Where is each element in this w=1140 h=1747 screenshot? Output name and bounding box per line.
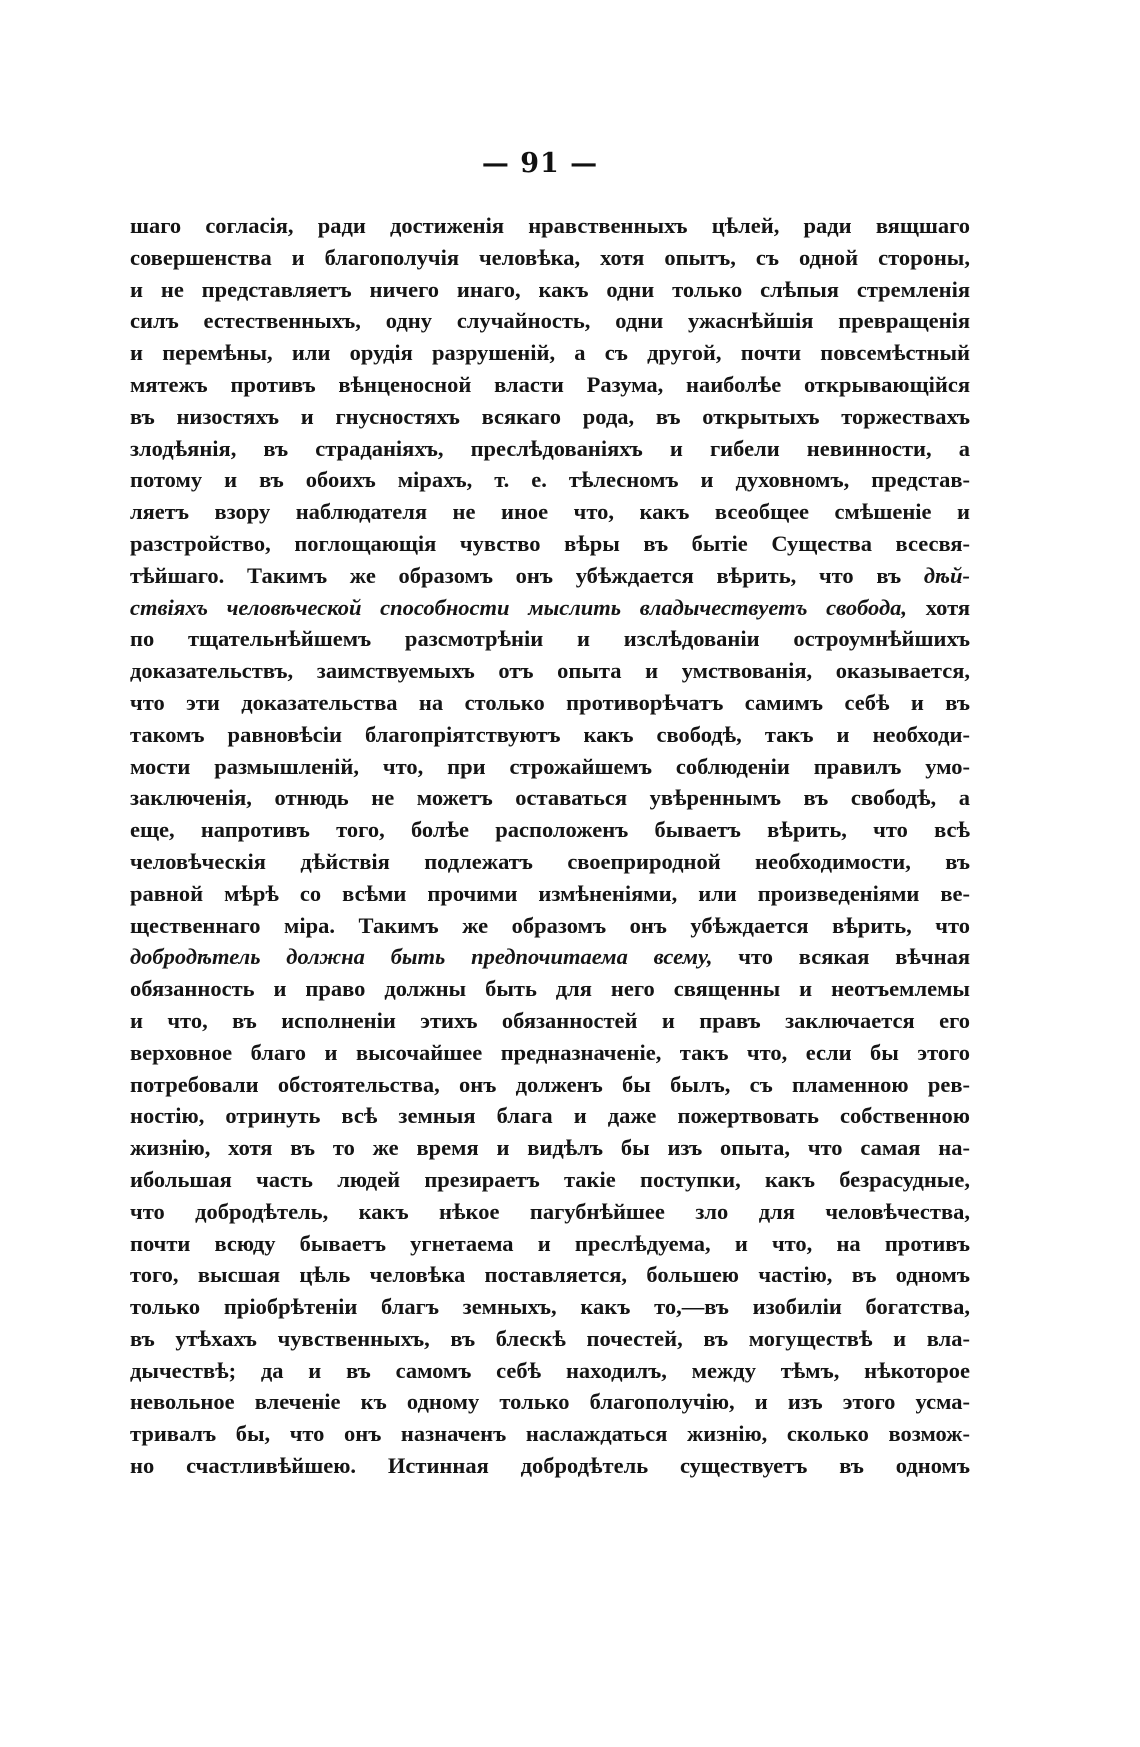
text-line: того, высшая цѣль человѣка поставляется, большею частію, въ одномъ [130,1262,970,1288]
text-line: ностію, отринуть всѣ земныя блага и даже пожертвовать собственною [130,1103,970,1129]
text-line-tail: хотя [925,594,970,620]
italic-emphasis: ствіяхъ человѣческой способности мыслить владычествуетъ свобода, [130,594,908,620]
text-line: въ утѣхахъ чувственныхъ, въ блескѣ почестей, въ могуществѣ и вла- [130,1325,970,1351]
text-line: тривалъ бы, что онъ назначенъ наслаждаться жизнію, сколько возмож- [130,1421,970,1447]
text-line: совершенства и благополучія человѣка, хотя опытъ, съ одной стороны, [130,244,970,270]
text-line: что добродѣтель, какъ нѣкое пагубнѣйшее зло для человѣчества, [130,1198,970,1224]
text-line: силъ естественныхъ, одну случайность, одни ужаснѣйшія превращенія [130,308,970,334]
text-line: что эти доказательства на столько противорѣчатъ самимъ себѣ и въ [130,689,970,715]
text-line: ибольшая часть людей презираетъ такіе поступки, какъ безрасудные, [130,1166,970,1192]
text-line: почти всюду бываетъ угнетаема и преслѣдуема, и что, на противъ [130,1230,970,1256]
text-line: ляетъ взору наблюдателя не иное что, какъ всеобщее смѣшеніе и [130,499,970,525]
text-line: и перемѣны, или орудія разрушеній, а съ другой, почти повсемѣстный [130,340,970,366]
text-line: равной мѣрѣ со всѣми прочими измѣненіями, или произведеніями ве- [130,880,970,906]
text-line: разстройство, поглощающія чувство вѣры въ бытіе Существа всесвя- [130,530,970,556]
italic-emphasis: дѣй- [923,562,971,588]
text-line: невольное влеченіе къ одному только благополучію, и изъ этого усма- [130,1389,970,1415]
text-line: и не представляетъ ничего инаго, какъ одни только слѣпыя стремленія [130,276,970,302]
body-text [130,210,970,1482]
text-line: верховное благо и высочайшее предназначеніе, такъ что, если бы этого [130,1039,970,1065]
text-line: дычествѣ; да и въ самомъ себѣ находилъ, между тѣмъ, нѣкоторое [130,1357,970,1383]
text-line-with-italic [130,592,970,624]
text-line: злодѣянія, въ страданіяхъ, преслѣдованіяхъ и гибели невинности, а [130,435,970,461]
page-number: — 91 — [481,148,599,179]
text-line: такомъ равновѣсіи благопріятствуютъ какъ свободѣ, такъ и необходи- [130,721,970,747]
text-line: потребовали обстоятельства, онъ долженъ бы былъ, съ пламенною рев- [130,1071,970,1097]
text-line: заключенія, отнюдь не можетъ оставаться увѣреннымъ въ свободѣ, а [130,785,970,811]
text-line-with-italic [130,560,970,592]
text-line-tail: что всякая вѣчная [738,944,970,970]
text-line: въ низостяхъ и гнусностяхъ всякаго рода, въ открытыхъ торжествахъ [130,403,970,429]
text-line: мости размышленій, что, при строжайшемъ соблюденіи правилъ умо- [130,753,970,779]
text-line: потому и въ обоихъ мірахъ, т. е. тѣлесномъ и духовномъ, представ- [130,467,970,493]
italic-emphasis: добродѣтель должна быть предпочитаема всему, [130,944,713,970]
text-line: мятежъ противъ вѣнценосной власти Разума, наиболѣе открывающійся [130,371,970,397]
text-line: шаго согласія, ради достиженія нравственныхъ цѣлей, ради вящшаго [130,213,970,238]
text-line: доказательствъ, заимствуемыхъ отъ опыта и умствованія, оказывается, [130,658,970,684]
text-line: но счастливѣйшею. Истинная добродѣтель существуетъ въ одномъ [130,1453,970,1479]
text-line: еще, напротивъ того, болѣе расположенъ бываетъ вѣрить, что всѣ [130,817,970,843]
text-line: человѣческія дѣйствія подлежатъ своеприродной необходимости, въ [130,848,970,874]
text-line-with-italic [130,941,970,973]
text-line: обязанность и право должны быть для него священны и неотъемлемы [130,976,970,1002]
text-line: по тщательнѣйшемъ разсмотрѣніи и изслѣдованіи остроумнѣйшихъ [130,626,970,652]
text-line: щественнаго міра. Такимъ же образомъ онъ убѣждается вѣрить, что [130,912,970,938]
text-line: и что, въ исполненіи этихъ обязанностей и правъ заключается его [130,1007,970,1033]
text-line: жизнію, хотя въ то же время и видѣлъ бы изъ опыта, что самая на- [130,1135,970,1161]
text-line-start: тѣйшаго. Такимъ же образомъ онъ убѣждается вѣрить, что въ [130,562,902,588]
text-line: только пріобрѣтеніи благъ земныхъ, какъ то,—въ изобиліи богатства, [130,1294,970,1320]
